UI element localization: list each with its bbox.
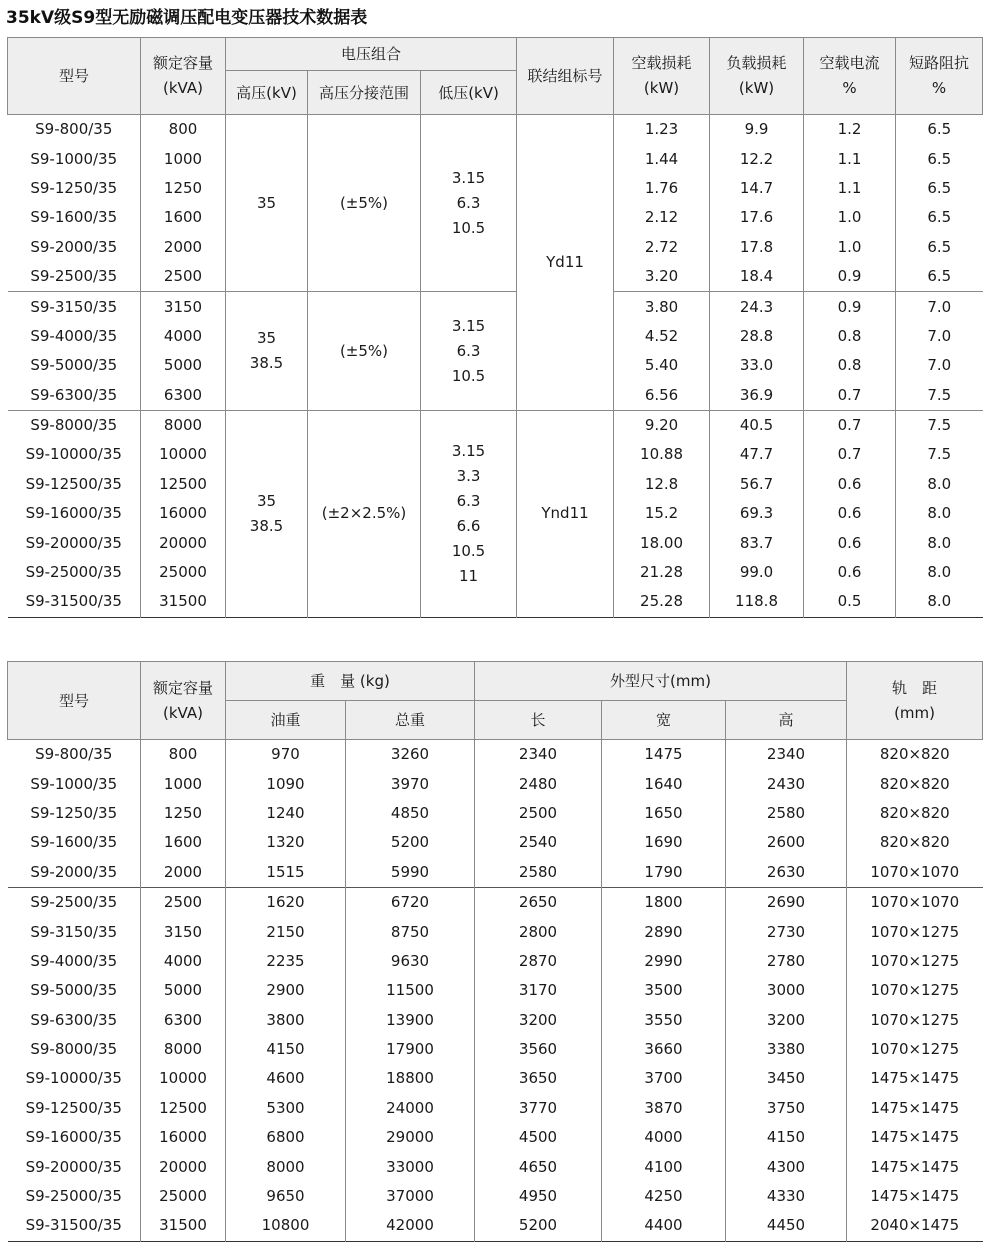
- header-length: 长: [475, 701, 602, 740]
- cell-capacity: 10000: [141, 440, 226, 469]
- cell-connection: Yd11: [517, 115, 614, 411]
- cell-total-weight: 4850: [346, 799, 475, 828]
- cell-load-loss: 14.7: [710, 174, 804, 203]
- cell-width: 4400: [602, 1211, 726, 1241]
- cell-capacity: 16000: [141, 1123, 226, 1152]
- cell-length: 5200: [475, 1211, 602, 1241]
- cell-noload-loss: 3.20: [614, 262, 710, 292]
- header-load-loss: 负载损耗 (kW): [710, 38, 804, 115]
- cell-noload-current: 1.2: [804, 115, 896, 145]
- cell-length: 4500: [475, 1123, 602, 1152]
- cell-load-loss: 24.3: [710, 292, 804, 322]
- table-row: [8, 1035, 983, 1064]
- cell-load-loss: 28.8: [710, 322, 804, 351]
- cell-oil-weight: 1620: [226, 887, 346, 917]
- cell-oil-weight: 4600: [226, 1064, 346, 1093]
- cell-height: 2430: [726, 769, 847, 798]
- cell-capacity: 4000: [141, 322, 226, 351]
- table-row: [8, 947, 983, 976]
- cell-load-loss: 9.9: [710, 115, 804, 145]
- header-impedance: 短路阻抗 %: [896, 38, 983, 115]
- cell-length: 3560: [475, 1035, 602, 1064]
- cell-total-weight: 37000: [346, 1182, 475, 1211]
- table-row: [8, 1123, 983, 1152]
- weight-dimension-table: [7, 661, 983, 1242]
- cell-width: 1640: [602, 769, 726, 798]
- cell-impedance: 8.0: [896, 528, 983, 557]
- cell-length: 4950: [475, 1182, 602, 1211]
- cell-gauge: 1070×1275: [847, 947, 983, 976]
- cell-impedance: 6.5: [896, 174, 983, 203]
- cell-lv: 3.15 6.3 10.5: [421, 115, 517, 292]
- cell-model: S9-800/35: [8, 740, 141, 770]
- cell-capacity: 5000: [141, 976, 226, 1005]
- cell-model: S9-8000/35: [8, 410, 141, 440]
- header-weight: 重 量 (kg): [226, 662, 475, 701]
- cell-length: 2540: [475, 828, 602, 857]
- header-dimensions: 外型尺寸(mm): [475, 662, 847, 701]
- cell-length: 3650: [475, 1064, 602, 1093]
- cell-total-weight: 33000: [346, 1152, 475, 1181]
- cell-height: 4150: [726, 1123, 847, 1152]
- header-capacity: 额定容量 (kVA): [141, 662, 226, 740]
- header-tap: 高压分接范围: [308, 71, 421, 115]
- cell-impedance: 6.5: [896, 233, 983, 262]
- table-row: [8, 917, 983, 946]
- cell-capacity: 1250: [141, 799, 226, 828]
- cell-load-loss: 118.8: [710, 587, 804, 617]
- table-row: [8, 292, 983, 322]
- table-row: [8, 887, 983, 917]
- cell-load-loss: 69.3: [710, 499, 804, 528]
- cell-oil-weight: 4150: [226, 1035, 346, 1064]
- cell-capacity: 31500: [141, 587, 226, 617]
- header-oil-weight: 油重: [226, 701, 346, 740]
- cell-gauge: 1475×1475: [847, 1123, 983, 1152]
- cell-model: S9-31500/35: [8, 1211, 141, 1241]
- cell-load-loss: 99.0: [710, 558, 804, 587]
- cell-noload-loss: 4.52: [614, 322, 710, 351]
- cell-load-loss: 83.7: [710, 528, 804, 557]
- cell-height: 2730: [726, 917, 847, 946]
- cell-height: 4330: [726, 1182, 847, 1211]
- cell-total-weight: 3260: [346, 740, 475, 770]
- cell-capacity: 6300: [141, 381, 226, 411]
- cell-oil-weight: 8000: [226, 1152, 346, 1181]
- cell-noload-loss: 12.8: [614, 470, 710, 499]
- cell-length: 2650: [475, 887, 602, 917]
- cell-height: 2690: [726, 887, 847, 917]
- cell-length: 2580: [475, 858, 602, 888]
- cell-capacity: 2000: [141, 233, 226, 262]
- cell-model: S9-31500/35: [25, 592, 122, 611]
- cell-noload-loss: 18.00: [614, 528, 710, 557]
- cell-capacity: 10000: [141, 1064, 226, 1093]
- cell-model: S9-4000/35: [8, 947, 141, 976]
- cell-model: S9-1600/35: [8, 828, 141, 857]
- cell-noload-current: 0.8: [804, 322, 896, 351]
- cell-model: S9-20000/35: [8, 1152, 141, 1181]
- cell-total-weight: 9630: [346, 947, 475, 976]
- cell-height: 2340: [726, 740, 847, 770]
- cell-oil-weight: 1090: [226, 769, 346, 798]
- header-model: 型号: [8, 662, 141, 740]
- cell-oil-weight: 9650: [226, 1182, 346, 1211]
- cell-load-loss: 47.7: [710, 440, 804, 469]
- cell-length: 4650: [475, 1152, 602, 1181]
- cell-oil-weight: 2235: [226, 947, 346, 976]
- cell-tap: (±5%): [308, 292, 421, 411]
- table-row: [8, 1152, 983, 1181]
- cell-oil-weight: 2900: [226, 976, 346, 1005]
- cell-impedance: 7.5: [896, 440, 983, 469]
- table-row: [8, 410, 983, 440]
- cell-noload-current: 0.5: [804, 587, 896, 617]
- table-row: [8, 799, 983, 828]
- cell-width: 1800: [602, 887, 726, 917]
- cell-height: 2580: [726, 799, 847, 828]
- cell-model: S9-1600/35: [30, 208, 118, 227]
- cell-total-weight: 42000: [346, 1211, 475, 1241]
- cell-noload-current: 1.1: [804, 144, 896, 173]
- cell-gauge: 1070×1070: [847, 887, 983, 917]
- header-total-weight: 总重: [346, 701, 475, 740]
- cell-capacity: 5000: [141, 351, 226, 380]
- cell-impedance: 7.0: [896, 322, 983, 351]
- table-row: [8, 115, 983, 145]
- cell-model: S9-20000/35: [25, 533, 122, 552]
- cell-hv: 35: [226, 115, 308, 292]
- cell-noload-loss: 9.20: [614, 410, 710, 440]
- cell-gauge: 820×820: [847, 769, 983, 798]
- cell-height: 3200: [726, 1006, 847, 1035]
- table-row: [8, 1094, 983, 1123]
- cell-width: 3700: [602, 1064, 726, 1093]
- cell-length: 2870: [475, 947, 602, 976]
- cell-gauge: 820×820: [847, 799, 983, 828]
- cell-capacity: 20000: [141, 528, 226, 557]
- cell-noload-current: 0.8: [804, 351, 896, 380]
- cell-width: 1690: [602, 828, 726, 857]
- table-row: [8, 1182, 983, 1211]
- cell-model: S9-10000/35: [8, 1064, 141, 1093]
- cell-hv: 35 38.5: [226, 292, 308, 411]
- cell-height: 3380: [726, 1035, 847, 1064]
- cell-capacity: 31500: [141, 1211, 226, 1241]
- table-row: [8, 1211, 983, 1241]
- cell-tap: (±5%): [308, 115, 421, 292]
- cell-noload-loss: 2.72: [614, 233, 710, 262]
- cell-total-weight: 5990: [346, 858, 475, 888]
- page-title: 35kV级S9型无励磁调压配电变压器技术数据表: [6, 8, 368, 28]
- header-noload-loss: 空载损耗 (kW): [614, 38, 710, 115]
- cell-model: S9-4000/35: [30, 326, 118, 345]
- cell-impedance: 8.0: [896, 558, 983, 587]
- cell-gauge: 1070×1275: [847, 1006, 983, 1035]
- header-model: 型号: [8, 38, 141, 115]
- header-height: 高: [726, 701, 847, 740]
- cell-total-weight: 17900: [346, 1035, 475, 1064]
- cell-load-loss: 56.7: [710, 470, 804, 499]
- cell-oil-weight: 1240: [226, 799, 346, 828]
- cell-model: S9-800/35: [35, 120, 113, 139]
- cell-width: 3550: [602, 1006, 726, 1035]
- cell-impedance: 7.0: [896, 292, 983, 322]
- cell-width: 3870: [602, 1094, 726, 1123]
- cell-noload-current: 1.0: [804, 203, 896, 232]
- cell-model: S9-12500/35: [8, 1094, 141, 1123]
- cell-capacity: 800: [141, 115, 226, 145]
- cell-total-weight: 18800: [346, 1064, 475, 1093]
- table-row: [8, 976, 983, 1005]
- cell-capacity: 2000: [141, 858, 226, 888]
- cell-total-weight: 8750: [346, 917, 475, 946]
- cell-capacity: 1600: [141, 828, 226, 857]
- table-row: [8, 828, 983, 857]
- cell-height: 2780: [726, 947, 847, 976]
- cell-model: S9-5000/35: [30, 356, 118, 375]
- cell-noload-loss: 1.23: [614, 115, 710, 145]
- cell-model: S9-2000/35: [8, 858, 141, 888]
- cell-noload-loss: 6.56: [614, 381, 710, 411]
- cell-model: S9-5000/35: [8, 976, 141, 1005]
- cell-model: S9-2500/35: [30, 267, 118, 286]
- cell-capacity: 2500: [141, 262, 226, 292]
- cell-total-weight: 24000: [346, 1094, 475, 1123]
- cell-noload-current: 1.0: [804, 233, 896, 262]
- cell-capacity: 1000: [141, 769, 226, 798]
- cell-total-weight: 13900: [346, 1006, 475, 1035]
- cell-width: 3500: [602, 976, 726, 1005]
- cell-model: S9-2500/35: [8, 887, 141, 917]
- cell-impedance: 7.5: [896, 410, 983, 440]
- cell-width: 1475: [602, 740, 726, 770]
- cell-noload-current: 0.7: [804, 410, 896, 440]
- table-row: [8, 769, 983, 798]
- cell-length: 2500: [475, 799, 602, 828]
- cell-width: 2890: [602, 917, 726, 946]
- table-row: [8, 740, 983, 770]
- cell-noload-current: 0.7: [804, 440, 896, 469]
- cell-model: S9-25000/35: [25, 563, 122, 582]
- cell-length: 2800: [475, 917, 602, 946]
- cell-load-loss: 36.9: [710, 381, 804, 411]
- cell-height: 2600: [726, 828, 847, 857]
- cell-noload-current: 0.9: [804, 262, 896, 292]
- cell-width: 1790: [602, 858, 726, 888]
- cell-model: S9-2000/35: [30, 237, 118, 256]
- header-hv: 高压(kV): [226, 71, 308, 115]
- cell-model: S9-1000/35: [8, 769, 141, 798]
- cell-capacity: 1250: [141, 174, 226, 203]
- cell-load-loss: 17.6: [710, 203, 804, 232]
- cell-capacity: 800: [141, 740, 226, 770]
- cell-width: 4000: [602, 1123, 726, 1152]
- cell-width: 3660: [602, 1035, 726, 1064]
- cell-noload-current: 1.1: [804, 174, 896, 203]
- cell-capacity: 2500: [141, 887, 226, 917]
- cell-gauge: 1070×1275: [847, 1035, 983, 1064]
- cell-length: 3200: [475, 1006, 602, 1035]
- cell-length: 3170: [475, 976, 602, 1005]
- cell-impedance: 6.5: [896, 203, 983, 232]
- header-width: 宽: [602, 701, 726, 740]
- cell-length: 2480: [475, 769, 602, 798]
- cell-capacity: 8000: [141, 410, 226, 440]
- cell-model: S9-16000/35: [25, 504, 122, 523]
- header-gauge: 轨 距 (mm): [847, 662, 983, 740]
- cell-model: S9-3150/35: [8, 917, 141, 946]
- cell-gauge: 1475×1475: [847, 1064, 983, 1093]
- cell-impedance: 6.5: [896, 262, 983, 292]
- cell-load-loss: 40.5: [710, 410, 804, 440]
- cell-height: 2630: [726, 858, 847, 888]
- cell-model: S9-8000/35: [8, 1035, 141, 1064]
- cell-gauge: 2040×1475: [847, 1211, 983, 1241]
- cell-model: S9-16000/35: [8, 1123, 141, 1152]
- cell-hv: 35 38.5: [226, 410, 308, 617]
- cell-capacity: 16000: [141, 499, 226, 528]
- cell-noload-loss: 1.44: [614, 144, 710, 173]
- cell-capacity: 1600: [141, 203, 226, 232]
- cell-oil-weight: 10800: [226, 1211, 346, 1241]
- cell-impedance: 6.5: [896, 144, 983, 173]
- cell-impedance: 8.0: [896, 470, 983, 499]
- cell-oil-weight: 1515: [226, 858, 346, 888]
- cell-lv: 3.15 6.3 10.5: [421, 292, 517, 411]
- cell-total-weight: 29000: [346, 1123, 475, 1152]
- cell-height: 4300: [726, 1152, 847, 1181]
- cell-model: S9-1250/35: [30, 178, 118, 197]
- cell-total-weight: 3970: [346, 769, 475, 798]
- cell-height: 3000: [726, 976, 847, 1005]
- cell-noload-current: 0.7: [804, 381, 896, 411]
- cell-capacity: 6300: [141, 1006, 226, 1035]
- cell-total-weight: 5200: [346, 828, 475, 857]
- cell-oil-weight: 970: [226, 740, 346, 770]
- cell-capacity: 8000: [141, 1035, 226, 1064]
- cell-total-weight: 6720: [346, 887, 475, 917]
- cell-noload-loss: 2.12: [614, 203, 710, 232]
- cell-noload-current: 0.6: [804, 470, 896, 499]
- cell-noload-current: 0.6: [804, 558, 896, 587]
- cell-gauge: 820×820: [847, 828, 983, 857]
- cell-load-loss: 12.2: [710, 144, 804, 173]
- cell-width: 4100: [602, 1152, 726, 1181]
- cell-oil-weight: 2150: [226, 917, 346, 946]
- cell-gauge: 1475×1475: [847, 1152, 983, 1181]
- cell-capacity: 3150: [141, 917, 226, 946]
- cell-model: S9-6300/35: [8, 1006, 141, 1035]
- cell-gauge: 1475×1475: [847, 1094, 983, 1123]
- cell-tap: (±2×2.5%): [308, 410, 421, 617]
- cell-total-weight: 11500: [346, 976, 475, 1005]
- cell-capacity: 12500: [141, 470, 226, 499]
- cell-model: S9-1000/35: [30, 149, 118, 168]
- cell-connection: Ynd11: [517, 410, 614, 617]
- cell-gauge: 1475×1475: [847, 1182, 983, 1211]
- cell-noload-current: 0.6: [804, 499, 896, 528]
- cell-gauge: 1070×1070: [847, 858, 983, 888]
- cell-capacity: 25000: [141, 558, 226, 587]
- cell-noload-current: 0.6: [804, 528, 896, 557]
- cell-noload-loss: 5.40: [614, 351, 710, 380]
- header-connection: 联结组标号: [517, 38, 614, 115]
- cell-oil-weight: 5300: [226, 1094, 346, 1123]
- cell-gauge: 820×820: [847, 740, 983, 770]
- cell-oil-weight: 6800: [226, 1123, 346, 1152]
- cell-capacity: 25000: [141, 1182, 226, 1211]
- cell-impedance: 8.0: [896, 499, 983, 528]
- cell-impedance: 8.0: [896, 587, 983, 617]
- cell-model: S9-1250/35: [8, 799, 141, 828]
- cell-load-loss: 17.8: [710, 233, 804, 262]
- cell-gauge: 1070×1275: [847, 976, 983, 1005]
- cell-model: S9-6300/35: [30, 385, 118, 404]
- cell-length: 2340: [475, 740, 602, 770]
- table-row: [8, 1006, 983, 1035]
- cell-oil-weight: 3800: [226, 1006, 346, 1035]
- cell-noload-loss: 1.76: [614, 174, 710, 203]
- cell-capacity: 3150: [141, 292, 226, 322]
- cell-noload-current: 0.9: [804, 292, 896, 322]
- cell-model: S9-25000/35: [8, 1182, 141, 1211]
- cell-gauge: 1070×1275: [847, 917, 983, 946]
- cell-impedance: 7.0: [896, 351, 983, 380]
- cell-height: 4450: [726, 1211, 847, 1241]
- cell-load-loss: 33.0: [710, 351, 804, 380]
- cell-model: S9-10000/35: [25, 445, 122, 464]
- cell-width: 2990: [602, 947, 726, 976]
- cell-noload-loss: 15.2: [614, 499, 710, 528]
- cell-model: S9-12500/35: [25, 474, 122, 493]
- table-row: [8, 858, 983, 888]
- cell-capacity: 1000: [141, 144, 226, 173]
- cell-length: 3770: [475, 1094, 602, 1123]
- cell-model: S9-3150/35: [8, 292, 141, 322]
- cell-noload-loss: 25.28: [614, 587, 710, 617]
- cell-capacity: 12500: [141, 1094, 226, 1123]
- cell-impedance: 7.5: [896, 381, 983, 411]
- loss-data-table: [7, 37, 983, 618]
- header-capacity: 额定容量 (kVA): [141, 38, 226, 115]
- cell-lv: 3.15 3.3 6.3 6.6 10.5 11: [421, 410, 517, 617]
- cell-oil-weight: 1320: [226, 828, 346, 857]
- cell-height: 3750: [726, 1094, 847, 1123]
- header-voltage-group: 电压组合: [226, 38, 517, 71]
- cell-noload-loss: 21.28: [614, 558, 710, 587]
- table-row: [8, 1064, 983, 1093]
- cell-impedance: 6.5: [896, 115, 983, 145]
- cell-capacity: 4000: [141, 947, 226, 976]
- cell-noload-loss: 10.88: [614, 440, 710, 469]
- cell-capacity: 20000: [141, 1152, 226, 1181]
- cell-load-loss: 18.4: [710, 262, 804, 292]
- header-noload-current: 空载电流 %: [804, 38, 896, 115]
- cell-height: 3450: [726, 1064, 847, 1093]
- cell-width: 1650: [602, 799, 726, 828]
- cell-noload-loss: 3.80: [614, 292, 710, 322]
- cell-width: 4250: [602, 1182, 726, 1211]
- header-lv: 低压(kV): [421, 71, 517, 115]
